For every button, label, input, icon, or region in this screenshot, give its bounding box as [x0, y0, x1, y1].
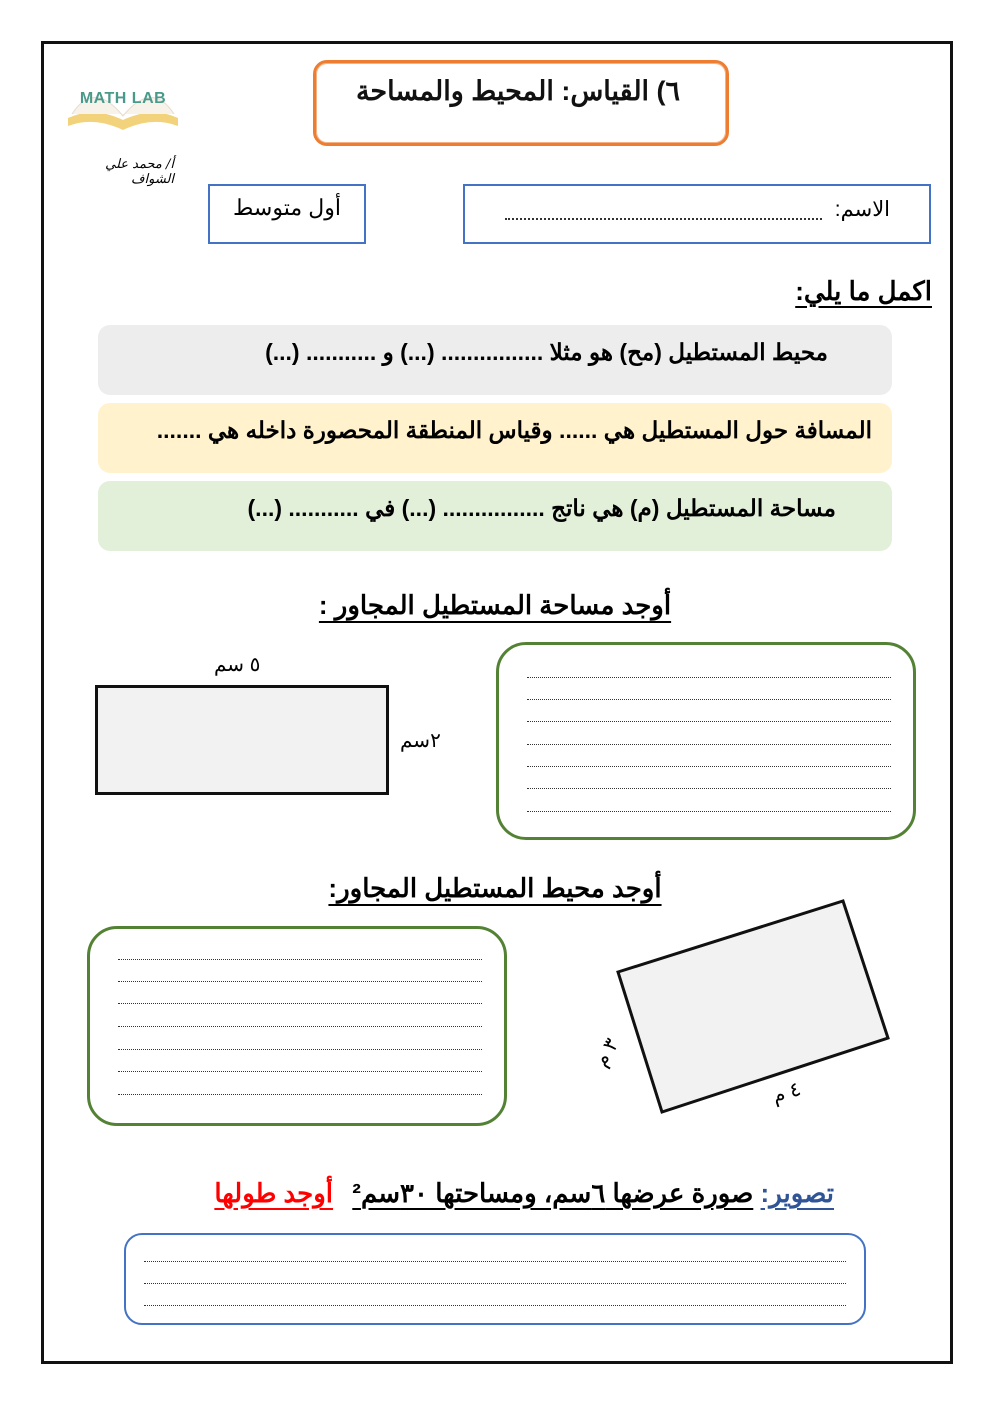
area-heading: أوجد مساحة المستطيل المجاور :	[318, 590, 672, 620]
perimeter-heading: أوجد محيط المستطيل المجاور:	[328, 873, 662, 903]
problem-answer-box[interactable]	[124, 1233, 866, 1325]
side-b-label: ٤ م	[769, 1078, 804, 1108]
fill-in-text-2: المسافة حول المستطيل هي ...... وقياس المنطقة المحصورة داخله هي .......	[156, 417, 872, 443]
problem-statement	[214, 1178, 834, 1209]
grade-label: أول متوسط	[233, 195, 341, 220]
page-title: ٦) القياس: المحيط والمساحة	[355, 76, 681, 106]
fill-in-text-1: محيط المستطيل (مح) هو مثلا ................ (...) و ........... (...)	[265, 339, 828, 365]
logo-text: MATH LAB	[79, 90, 167, 107]
problem-task: أوجد طولها	[214, 1178, 334, 1208]
width-label: ٢سم	[400, 730, 441, 752]
fill-in-text-3: مساحة المستطيل (م) هي ناتج ................ (...) في ........... (...)	[247, 495, 836, 521]
author-name: أ/ محمد علي الشواف	[105, 157, 174, 187]
name-label: الاسم:	[834, 198, 890, 221]
length-label: ٥ سم	[214, 654, 261, 676]
problem-label: تصوير:	[760, 1178, 834, 1208]
complete-heading: اكمل ما يلي:	[795, 276, 932, 306]
problem-text: صورة عرضها ٦سم، ومساحتها ٣٠سم²	[352, 1178, 754, 1208]
side-a-label: ٣ م	[590, 1034, 624, 1071]
